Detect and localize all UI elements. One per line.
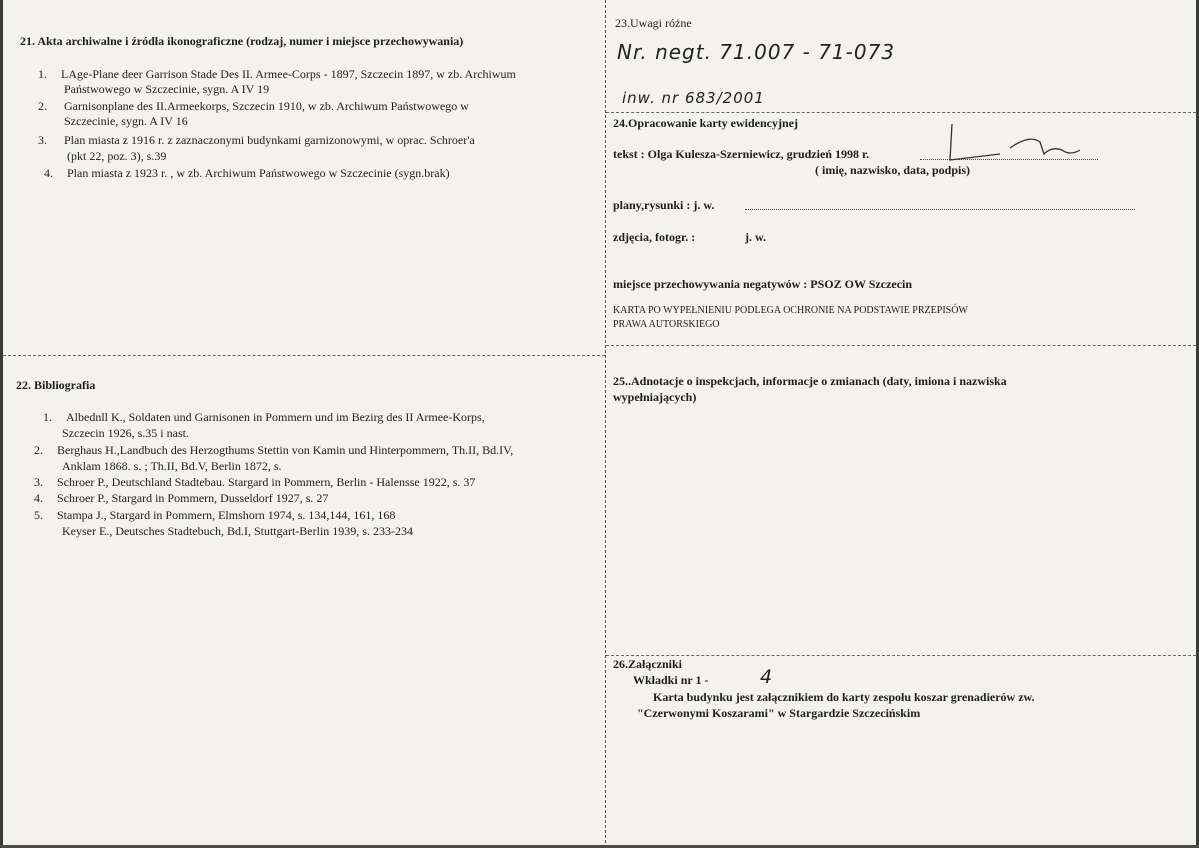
s22-item-3-number: 3. bbox=[34, 475, 43, 489]
zdjecia-value: j. w. bbox=[745, 230, 766, 244]
s21-item-1-line-2: Państwowego w Szczecinie, sygn. A IV 19 bbox=[64, 82, 270, 96]
s21-item-3-line-1: Plan miasta z 1916 r. z zaznaczonymi budynkami garnizonowymi, w oprac. Schroer'a bbox=[64, 133, 475, 147]
s22-item-5-line-2: Keyser E., Deutsches Stadtebuch, Bd.I, Stuttgart-Berlin 1939, s. 233-234 bbox=[62, 524, 413, 538]
section-25-heading-line-2: wypełniających) bbox=[613, 390, 697, 404]
s22-item-2-number: 2. bbox=[34, 443, 43, 457]
section-25-heading-line-1: 25..Adnotacje o inspekcjach, informacje o zmianach (daty, imiona i nazwiska bbox=[613, 374, 1007, 388]
s22-item-4-line-1: Schroer P., Stargard in Pommern, Dusseldorf 1927, s. 27 bbox=[57, 491, 329, 505]
divider-21-22 bbox=[3, 355, 605, 356]
s22-item-5-number: 5. bbox=[34, 508, 43, 522]
copyright-notice-line-1: KARTA PO WYPEŁNIENIU PODLEGA OCHRONIE NA PODSTAWIE PRZEPISÓW bbox=[613, 305, 968, 316]
copyright-notice-line-2: PRAWA AUTORSKIEGO bbox=[613, 319, 720, 330]
attachment-note-line-2: "Czerwonymi Koszarami" w Stargardzie Szczecińskim bbox=[637, 706, 921, 720]
tekst-caption: ( imię, nazwisko, data, podpis) bbox=[815, 163, 971, 177]
scan-edge-left bbox=[0, 0, 3, 848]
s21-item-4-line-1: Plan miasta z 1923 r. , w zb. Archiwum Państwowego w Szczecinie (sygn.brak) bbox=[67, 166, 450, 180]
s22-item-3-line-1: Schroer P., Deutschland Stadtebau. Stargard in Pommern, Berlin - Halensse 1922, s. 37 bbox=[57, 475, 476, 489]
negatives-location: miejsce przechowywania negatywów : PSOZ OW Szczecin bbox=[613, 277, 913, 291]
s22-item-2-line-1: Berghaus H.,Landbuch des Herzogthums Stettin von Kamin und Hinterpommern, Th.II, Bd.IV, bbox=[57, 443, 514, 457]
wkladki-label: Wkładki nr 1 - bbox=[633, 673, 709, 687]
s22-item-4-number: 4. bbox=[34, 491, 43, 505]
s22-item-5-line-1: Stampa J., Stargard in Pommern, Elmshorn 1974, s. 134,144, 161, 168 bbox=[57, 508, 396, 522]
section-26-heading: 26.Załączniki bbox=[613, 657, 683, 671]
s21-item-3-number: 3. bbox=[38, 133, 47, 147]
tekst-author-field: tekst : Olga Kulesza-Szerniewicz, grudzień 1998 r. bbox=[613, 147, 870, 161]
s21-item-1-line-1: LAge-Plane deer Garrison Stade Des II. Armee-Corps - 1897, Szczecin 1897, w zb. Archiwum bbox=[61, 67, 516, 81]
s21-item-2-line-2: Szczecinie, sygn. A IV 16 bbox=[64, 114, 188, 128]
s21-item-2-line-1: Garnisonplane des II.Armeekorps, Szczecin 1910, w zb. Archiwum Państwowego w bbox=[64, 99, 469, 113]
section-24-heading: 24.Opracowanie karty ewidencyjnej bbox=[613, 116, 798, 130]
s22-item-1-line-1: Albednll K., Soldaten und Garnisonen in Pommern und im Bezirg des II Armee-Korps, bbox=[66, 410, 485, 424]
section-21-heading: 21. Akta archiwalne i źródła ikonograficzne (rodzaj, numer i miejsce przechowywania) bbox=[20, 34, 464, 48]
s22-item-1-line-2: Szczecin 1926, s.35 i nast. bbox=[62, 426, 189, 440]
column-divider bbox=[605, 0, 606, 848]
section-22-heading: 22. Bibliografia bbox=[16, 378, 96, 392]
plany-rysunki-field: plany,rysunki : j. w. bbox=[613, 198, 715, 212]
divider-25-26 bbox=[606, 655, 1196, 656]
handwritten-negative-numbers: Nr. negt. 71.007 - 71-073 bbox=[617, 40, 896, 64]
signature-mark bbox=[940, 120, 1090, 162]
s21-item-4-number: 4. bbox=[44, 166, 53, 180]
s21-item-1-number: 1. bbox=[38, 67, 47, 81]
zdjecia-label: zdjęcia, fotogr. : bbox=[613, 230, 696, 244]
divider-23-24 bbox=[606, 112, 1196, 113]
s22-item-1-number: 1. bbox=[43, 410, 52, 424]
s21-item-2-number: 2. bbox=[38, 99, 47, 113]
attachment-note-line-1: Karta budynku jest załącznikiem do karty zespołu koszar grenadierów zw. bbox=[653, 690, 1035, 704]
handwritten-inventory-number: inw. nr 683/2001 bbox=[622, 89, 765, 107]
wkladki-handwritten-number: 4 bbox=[760, 666, 774, 688]
section-23-heading: 23.Uwagi różne bbox=[615, 16, 692, 30]
s22-item-2-line-2: Anklam 1868. s. ; Th.II, Bd.V, Berlin 1872, s. bbox=[62, 459, 282, 473]
divider-24-25 bbox=[606, 345, 1196, 346]
plany-dotted-line bbox=[745, 209, 1135, 210]
s21-item-3-line-2: (pkt 22, poz. 3), s.39 bbox=[67, 149, 167, 163]
